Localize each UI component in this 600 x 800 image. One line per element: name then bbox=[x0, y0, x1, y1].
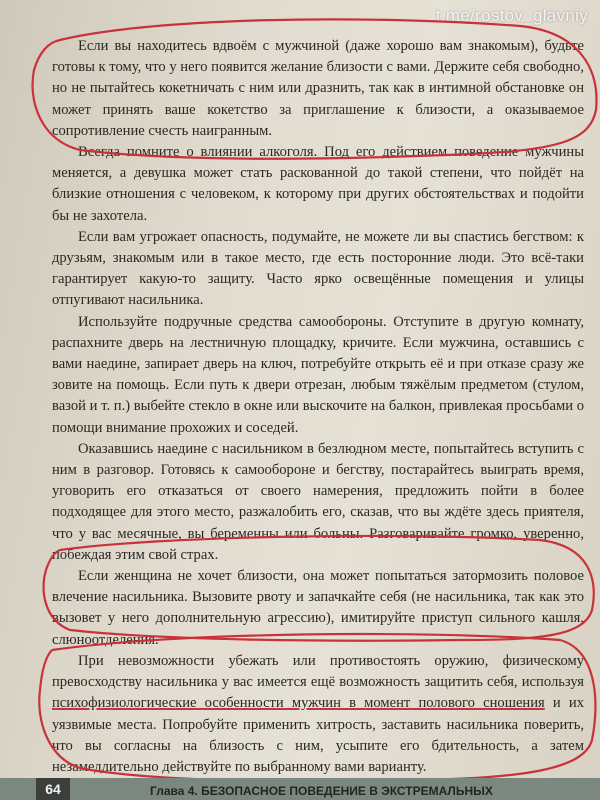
page-body-text bbox=[52, 36, 584, 778]
paragraph-7 bbox=[52, 651, 584, 778]
page-footer bbox=[0, 778, 600, 800]
page-number: 64 bbox=[36, 778, 70, 800]
channel-watermark: t.me/rostov_glavniy bbox=[435, 6, 588, 25]
paragraph-2: Всегда помните о влиянии алкоголя. Под его действием поведение мужчины меняется, а девушка может стать раскованной до такой степени, что пойдёт на близкие отношения с человеком, к которому при других обстоятельствах и подойти бы не захотела. bbox=[52, 144, 584, 224]
paragraph-7-end: и их уязвимые места. Попробуйте применить хитрость, заставить насильника поверить, что вы согласны на близость с ним, усыпите его бдительность, а затем незамедлительно действуйте по выбранному вами варианту. bbox=[52, 695, 584, 775]
paragraph-1: Если вы находитесь вдвоём с мужчиной (даже хорошо вам знакомым), будьте готовы к тому, что у него появится желание близости с вами. Держите себя свободно, но не пытайтесь кокетничать с ним или дразнить, так как в интимной обстановке он может принять ваше кокетство за приглашение к близости, а оказываемое сопротивление счесть наигранным. bbox=[52, 38, 585, 139]
paragraph-6: Если женщина не хочет близости, она может попытаться затормозить половое влечение насильника. Вызовите рвоту и запачкайте себя (не насильника, так как это вызовет у него дополнительную агрессию), имитируйте приступ сильного кашля, слюноотделения. bbox=[52, 568, 584, 648]
paragraph-5: Оказавшись наедине с насильником в безлюдном месте, попытайтесь вступить с ним в разговор. Готовясь к самообороне и бегству, постарайтесь выиграть время, уговорить его отказаться от своего намерения, предложить пойти в более подходящее для этого место, разжалобить его, сказав, что вы ждёте здесь приятеля, что у вас месячные, вы беременны или больны. Разговаривайте громко, уверенно, побеждая этим свой страх. bbox=[52, 440, 584, 563]
underlined-phrase: психофизиологические особенности мужчин в момент полового сношения bbox=[52, 695, 545, 712]
chapter-running-title: Глава 4. БЕЗОПАСНОЕ ПОВЕДЕНИЕ В ЭКСТРЕМАЛЬНЫХ bbox=[150, 784, 493, 798]
paragraph-4: Используйте подручные средства самообороны. Отступите в другую комнату, распахните дверь на лестничную площадку, кричите. Если мужчина, оставшись с вами наедине, запирает дверь на ключ, потребуйте открыть её и при отказе сразу же зовите на помощь. Если путь к двери отрезан, любым тяжёлым предметом (стулом, вазой и т. п.) выбейте стекло в окне или выскочите на балкон, привлекая просьбами о помощи внимание прохожих и соседей. bbox=[52, 313, 584, 436]
paragraph-7-start: При невозможности убежать или противостоять оружию, физическому превосходству насильника у вас имеется ещё возможность защитить себя, используя bbox=[52, 652, 584, 691]
paragraph-3: Если вам угрожает опасность, подумайте, не можете ли вы спастись бегством: к друзьям, знакомым или в такое место, где есть посторонние люди. Это всё-таки гарантирует какую-то защиту. Часто ярко освещённые помещения и улицы отпугивают насильника. bbox=[52, 228, 584, 309]
